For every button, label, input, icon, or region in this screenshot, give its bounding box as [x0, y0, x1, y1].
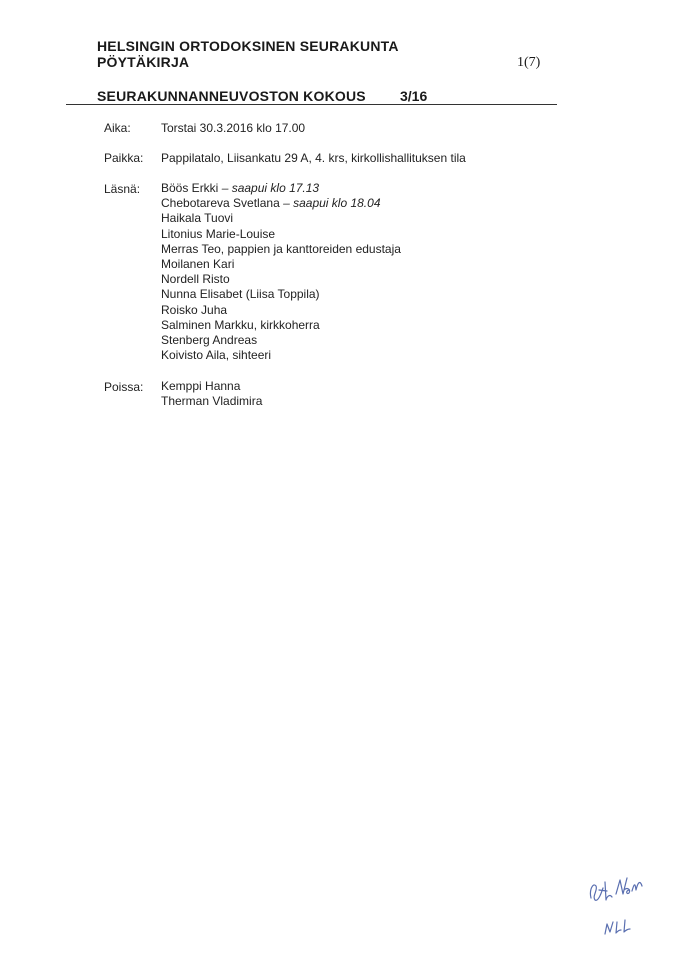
member-name: Roisko Juha [161, 302, 228, 317]
absent-label: Poissa: [104, 380, 144, 394]
member-name: Koivisto Aila, sihteeri [161, 348, 272, 363]
member-name: Stenberg Andreas [161, 332, 258, 347]
header-divider [66, 104, 557, 105]
present-item [161, 333, 401, 348]
member-name: Merras Teo, pappien ja kanttoreiden edustaja [161, 241, 401, 256]
meeting-title: SEURAKUNNANNEUVOSTON KOKOUS [97, 88, 366, 104]
place-label: Paikka: [104, 151, 144, 165]
absent-item: Therman Vladimira [161, 394, 263, 409]
time-label: Aika: [104, 121, 131, 135]
document-type: PÖYTÄKIRJA [97, 54, 190, 70]
time-value: Torstai 30.3.2016 klo 17.00 [161, 121, 306, 135]
member-name: Salminen Markku, kirkkoherra [161, 317, 320, 332]
present-label: Läsnä: [104, 182, 141, 196]
absent-list [161, 379, 262, 409]
present-item [161, 348, 401, 363]
present-item [161, 272, 401, 287]
member-name: Nordell Risto [161, 272, 230, 287]
present-item [161, 257, 401, 272]
arrival-note: – saapui klo 17.13 [218, 181, 320, 195]
present-item [161, 211, 401, 226]
absent-item: Kemppi Hanna [161, 379, 241, 393]
member-name: Moilanen Kari [161, 256, 235, 271]
organization-name: HELSINGIN ORTODOKSINEN SEURAKUNTA [97, 38, 399, 54]
present-item [161, 303, 401, 318]
present-list [161, 181, 401, 363]
present-item [161, 242, 401, 257]
member-name: Haikala Tuovi [161, 211, 234, 226]
present-item [161, 318, 401, 333]
member-name: Nunna Elisabet (Liisa Toppila) [161, 287, 320, 302]
place-value: Pappilatalo, Liisankatu 29 A, 4. krs, kirkollishallituksen tila [161, 151, 466, 165]
arrival-note: – saapui klo 18.04 [279, 196, 381, 211]
member-name: Chebotareva Svetlana [161, 196, 280, 211]
present-item [161, 227, 401, 242]
handwritten-signature-icon [583, 860, 655, 950]
member-name: Böös Erkki [161, 181, 219, 195]
member-name: Litonius Marie-Louise [161, 226, 276, 241]
present-item [161, 287, 401, 302]
meeting-number: 3/16 [400, 88, 428, 104]
page-number: 1(7) [517, 55, 541, 70]
present-item [161, 181, 401, 196]
present-item [161, 196, 401, 211]
